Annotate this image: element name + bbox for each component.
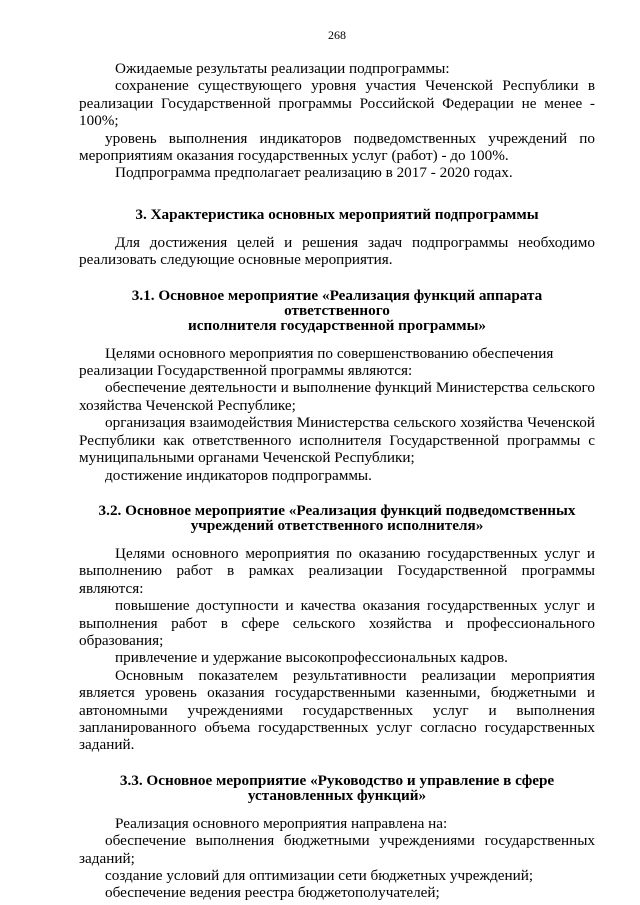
section-3-1-paragraph: организация взаимодействия Министерства сельского хозяйства Чеченской Республики как ответственного исполнителя Государственной программы с муниципальными органами Чеченской Республики;	[79, 414, 595, 467]
intro-paragraph: Ожидаемые результаты реализации подпрограммы:	[115, 60, 450, 77]
spacer	[79, 333, 595, 345]
section-3-1-paragraph: достижение индикаторов подпрограммы.	[105, 466, 372, 484]
section-3-3-paragraph: Реализация основного мероприятия направлена на:	[115, 814, 448, 832]
section-3-2-paragraph: Основным показателем результативности реализации мероприятия является уровень оказания государственными казенными, бюджетными и автономными учреждениями государственных услуг и выполнения запланированного объема государственных услуг согласно государственных заданий.	[79, 666, 595, 754]
section-3-3-paragraph: обеспечение ведения реестра бюджетополучателей;	[105, 884, 440, 902]
heading-line: 3.2. Основное мероприятие «Реализация функций подведомственных	[98, 501, 576, 519]
section-3-2-heading	[79, 503, 595, 533]
spacer	[79, 803, 595, 815]
page-number: 268	[328, 28, 346, 42]
heading-line: исполнителя государственной программы»	[187, 316, 487, 334]
section-3-1-paragraph: обеспечение деятельности и выполнение функций Министерства сельского хозяйства Чеченской Республике;	[79, 379, 595, 414]
section-3-heading: 3. Характеристика основных мероприятий подпрограммы	[135, 205, 539, 223]
section-3-2-paragraph: повышение доступности и качества оказания государственных услуг и выполнения работ в сфере сельского хозяйства и профессионального образования;	[79, 597, 595, 649]
intro-paragraph: уровень выполнения индикаторов подведомственных учреждений по мероприятиям оказания государственных услуг (работ) - до 100%.	[79, 129, 595, 165]
section-3-2-paragraph: привлечение и удержание высокопрофессиональных кадров.	[115, 649, 508, 667]
section-3-1-paragraph: реализации Государственной программы являются:	[79, 362, 413, 380]
heading-line: 3.1. Основное мероприятие «Реализация функций аппарата ответственного	[131, 286, 543, 319]
section-3-3-heading	[79, 773, 595, 803]
heading-line: установленных функций»	[247, 786, 427, 804]
section-3-3-paragraph: обеспечение выполнения бюджетными учреждениями государственных заданий;	[79, 832, 595, 867]
section-3-3-paragraph: создание условий для оптимизации сети бюджетных учреждений;	[105, 867, 534, 884]
heading-line: 3.3. Основное мероприятие «Руководство и управление в сфере	[119, 771, 555, 789]
section-3-2-paragraph: Целями основного мероприятия по оказанию государственных услуг и выполнению работ в рамках реализации Государственной программы являются:	[79, 544, 595, 597]
section-3-1-paragraph: Целями основного мероприятия по совершенствованию обеспечения	[105, 344, 554, 362]
spacer	[79, 484, 595, 503]
heading-line: учреждений ответственного исполнителя»	[190, 516, 484, 534]
section-3-paragraph: Для достижения целей и решения задач подпрограммы необходимо реализовать следующие основные мероприятия.	[79, 233, 595, 269]
spacer	[79, 533, 595, 545]
spacer	[79, 269, 595, 288]
intro-paragraph: сохранение существующего уровня участия Чеченской Республики в реализации Государственной программы Российской Федерации не менее - 100%;	[79, 77, 595, 130]
spacer	[79, 222, 595, 234]
spacer	[79, 182, 595, 207]
intro-paragraph: Подпрограмма предполагает реализацию в 2017 - 2020 годах.	[115, 164, 513, 182]
spacer	[79, 754, 595, 773]
section-3-1-heading	[79, 288, 595, 333]
